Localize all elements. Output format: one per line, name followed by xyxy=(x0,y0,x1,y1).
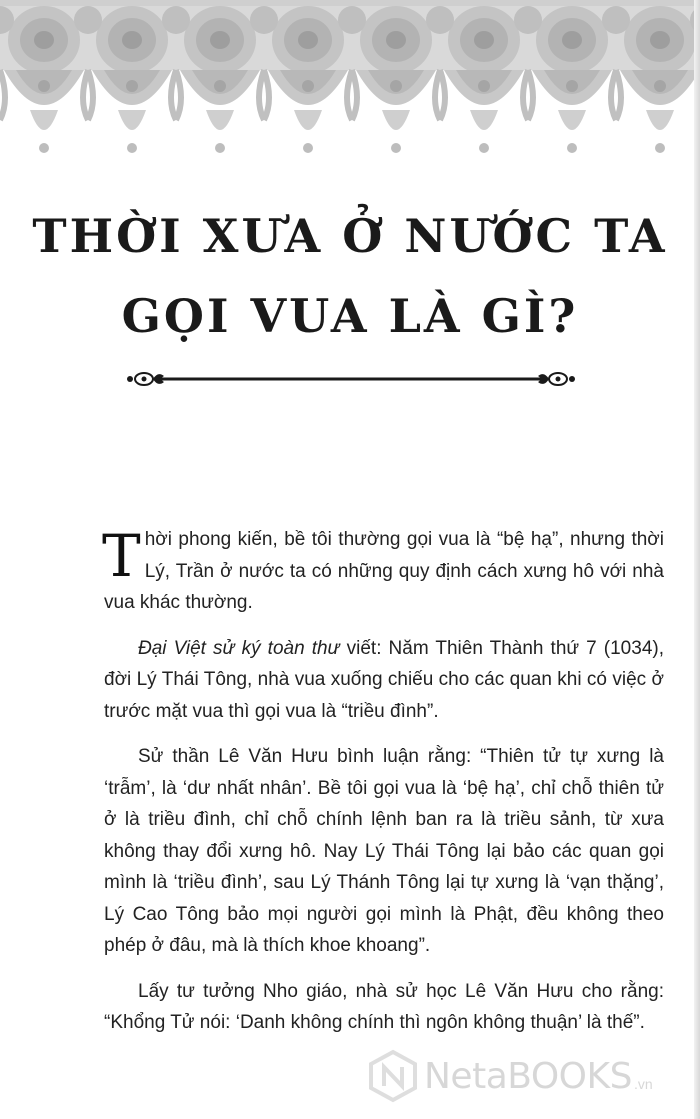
page-title xyxy=(0,196,700,356)
paragraph-1-text: hời phong kiến, bề tôi thường gọi vua là “bệ hạ”, nhưng thời Lý, Trần ở nước ta có những quy định cách xưng hô với nhà vua khác thường. xyxy=(104,529,664,613)
paragraph-2-text: viết: Năm Thiên Thành thứ 7 (1034), đời Lý Thái Tông, nhà vua xuống chiếu cho các quan khi có việc ở trước mặt vua thì gọi vua là “triều đình”. xyxy=(104,637,664,722)
paragraph-2 xyxy=(104,633,664,728)
divider-left-flourish xyxy=(127,373,164,385)
ornamental-divider xyxy=(120,364,582,394)
publisher-watermark xyxy=(366,1046,696,1106)
watermark-suffix: .vn xyxy=(633,1076,653,1092)
paragraph-3: Sử thần Lê Văn Hưu bình luận rằng: “Thiên tử tự xưng là ‘trẫm’, là ‘dư nhất nhân’. Bề tôi gọi vua là ‘bệ hạ’, chỉ chỗ thiên tử ở là triều đình, chỉ chỗ chính lệnh ban ra là triều sảnh, từ xưa không thay đổi xưng hô. Nay Lý Thái Tông lại bảo các quan gọi mình là ‘triều đình’, sau Lý Thánh Tông lại tự xưng là ‘vạn thặng’, Lý Cao Tông bảo mọi người gọi mình là Phật, đều không theo phép ở đâu, mà là thích khoe khoang”. xyxy=(104,746,664,956)
title-line-2: GỌI VUA LÀ GÌ? xyxy=(121,289,579,343)
netabooks-logo-icon xyxy=(366,1049,420,1103)
paragraph-1 xyxy=(104,524,664,619)
paragraph-4: Lấy tư tưởng Nho giáo, nhà sử học Lê Văn Hưu cho rằng: “Khổng Tử nói: ‘Danh không chính thì ngôn không thuận’ là thế”. xyxy=(104,980,664,1033)
page-edge xyxy=(694,0,700,1119)
drop-cap: T xyxy=(102,522,141,590)
book-title: Đại Việt sử ký toàn thư xyxy=(138,637,340,659)
article-body xyxy=(104,524,664,1053)
lace-header-ornament xyxy=(0,0,700,180)
divider-right-flourish xyxy=(538,373,575,385)
watermark-brand: NetaBOOKS xyxy=(424,1055,632,1097)
title-line-1: THỜI XƯA Ở NƯỚC TA xyxy=(32,209,668,263)
